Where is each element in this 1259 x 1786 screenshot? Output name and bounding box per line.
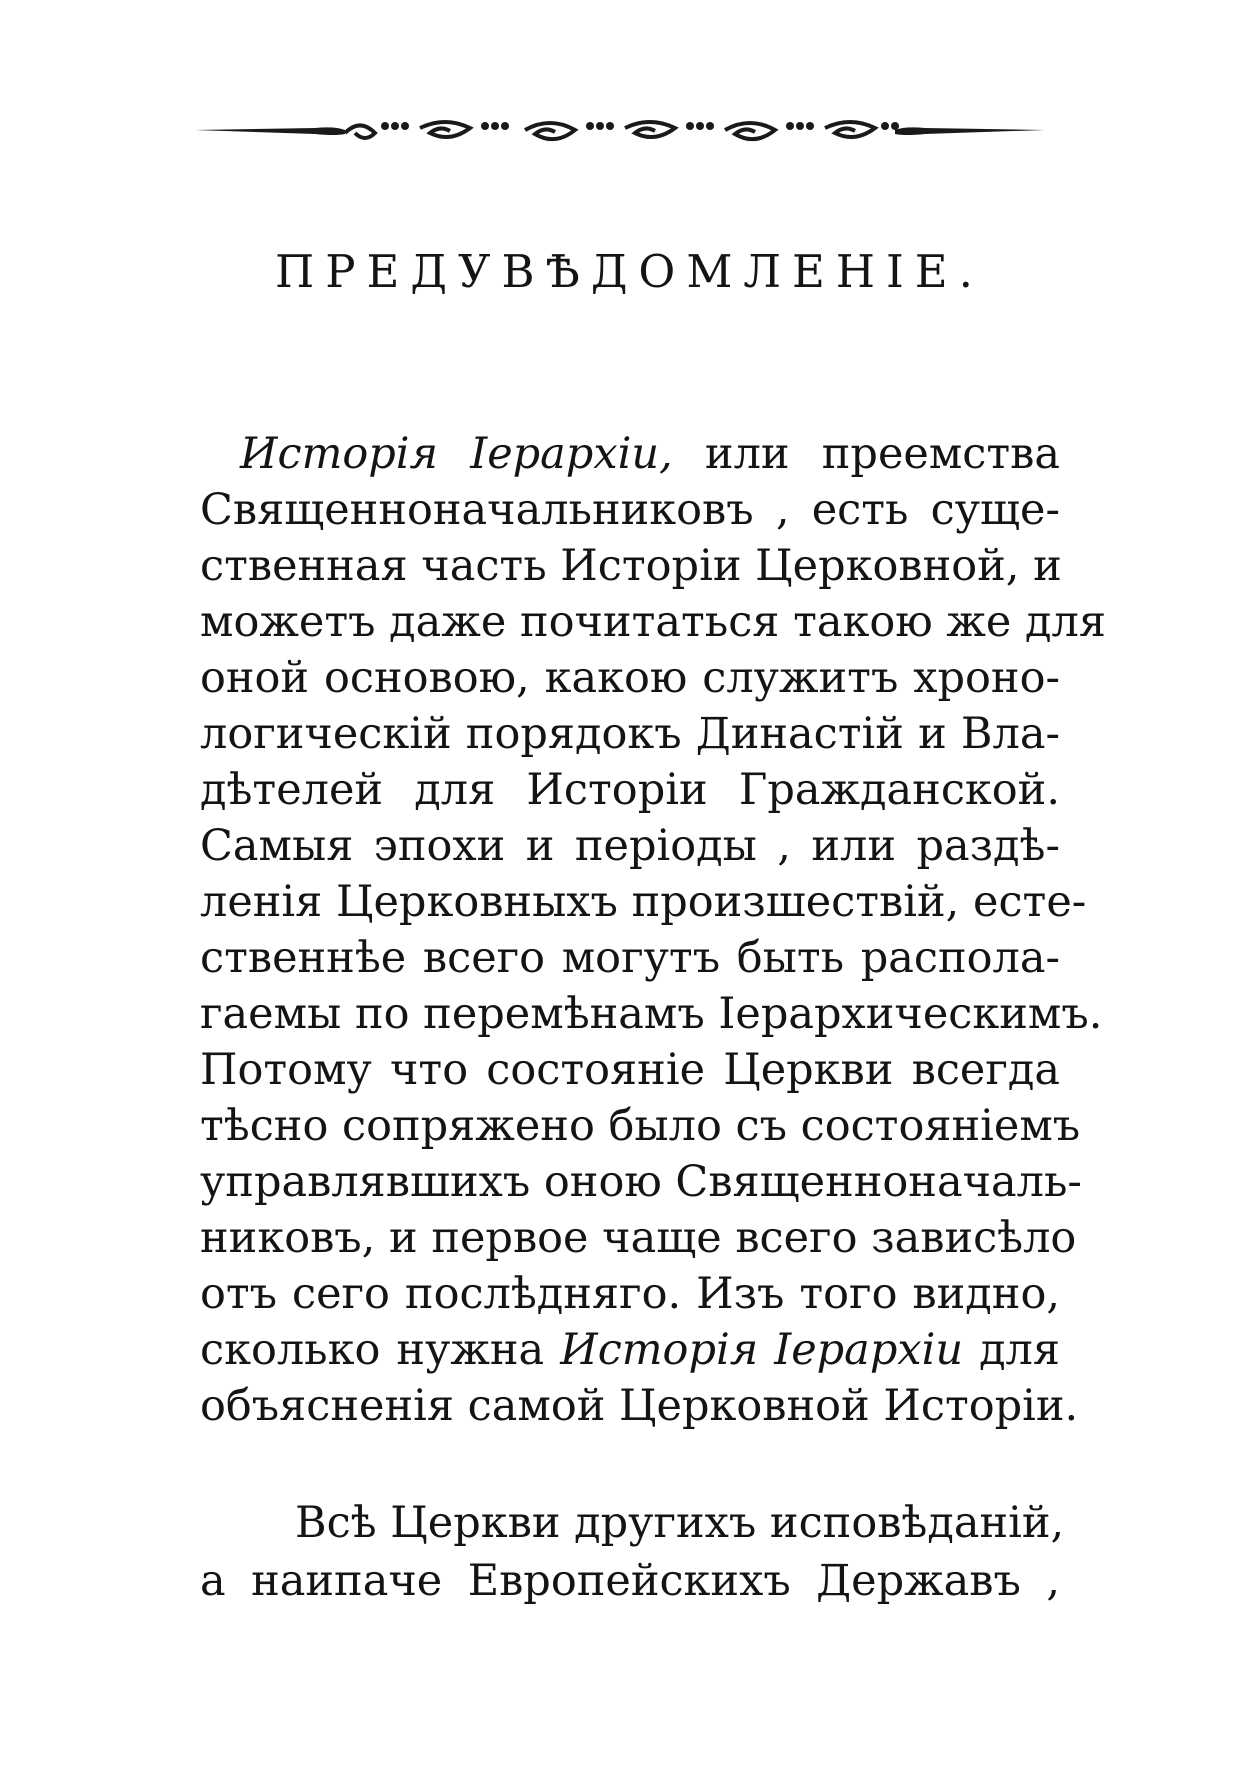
page-title: ПРЕДУВѢДОМЛЕНІЕ. [275, 245, 984, 298]
text-line: Всѣ Церкви другихъ исповѣданій, [295, 1498, 1065, 1548]
text-line: ленія Церковныхъ произшествій, есте- [200, 877, 1087, 927]
text-line [200, 1324, 1060, 1380]
text-line: управлявшихъ оною Священноначаль- [200, 1157, 1082, 1207]
text-line [240, 428, 1060, 484]
headpiece-ornament [195, 108, 1045, 158]
text-line: отъ сего послѣдняго. Изъ того видно, [200, 1269, 1060, 1319]
text-line: можетъ даже почитаться такою же для [200, 597, 1106, 647]
text-fragment: или преемства [672, 429, 1061, 479]
text-line: тѣсно сопряжено было съ состояніемъ [200, 1101, 1081, 1151]
text-line: логическій порядокъ Династій и Вла- [200, 709, 1060, 759]
text-line: ственная часть Исторіи Церковной, и [200, 541, 1062, 591]
text-line: Потому что состояніе Церкви всегда [200, 1045, 1060, 1095]
text-fragment: сколько нужна [200, 1325, 561, 1375]
text-line: Самыя эпохи и періоды , или раздѣ- [200, 821, 1060, 871]
text-line: объясненія самой Церковной Исторіи. [200, 1381, 1079, 1431]
text-line: гаемы по перемѣнамъ Іерархическимъ. [200, 989, 1103, 1039]
text-line: Священноначальниковъ , есть суще- [200, 485, 1060, 535]
text-line: никовъ, и первое чаще всего зависѣло [200, 1213, 1077, 1263]
text-line: ственнѣе всего могутъ быть распола- [200, 933, 1060, 983]
italic-phrase: Исторія Іерархіи, [240, 429, 673, 479]
text-line: оной основою, какою служитъ хроно- [200, 653, 1060, 703]
text-line: дѣтелей для Исторіи Гражданской. [200, 765, 1060, 815]
italic-phrase: Исторія Іерархіи [560, 1325, 964, 1375]
text-fragment: для [963, 1325, 1060, 1375]
text-line: а наипаче Европейскихъ Державъ , [200, 1556, 1060, 1606]
